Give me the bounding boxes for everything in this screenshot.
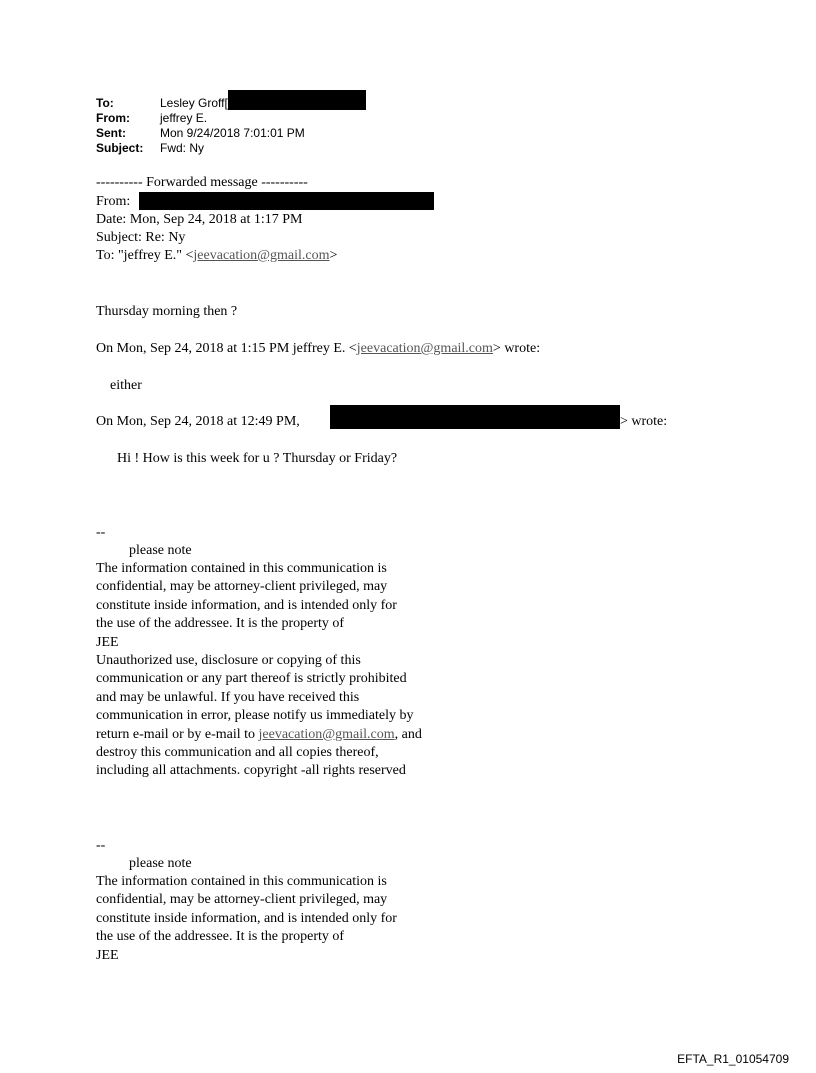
signature-disclaimer: [96, 560, 422, 781]
disclaimer-line: confidential, may be attorney-client privileged, may: [96, 579, 388, 595]
redaction-box: [330, 405, 620, 429]
from-value: jeffrey E.: [160, 111, 208, 125]
email-link[interactable]: jeevacation@gmail.com: [258, 726, 395, 742]
forwarded-to-suffix: >: [329, 248, 338, 263]
quote2-body: Hi ! How is this week for u ? Thursday or Friday?: [117, 451, 398, 466]
disclaimer-line: Unauthorized use, disclosure or copying of this: [96, 653, 361, 669]
quote1-prefix: On Mon, Sep 24, 2018 at 1:15 PM jeffrey E. <: [96, 341, 357, 356]
disclaimer-line: The information contained in this communication is: [96, 561, 387, 576]
redaction-box: [139, 192, 434, 210]
quote1-suffix: > wrote:: [492, 341, 541, 356]
disclaimer-line: constitute inside information, and is intended only for: [96, 910, 397, 926]
forwarded-from-row: [96, 193, 130, 211]
to-label: To:: [96, 96, 114, 110]
quote1-body: either: [110, 378, 142, 393]
signature-dashes: --: [96, 525, 106, 540]
signature-dashes: --: [96, 838, 106, 853]
disclaimer-line: the use of the addressee. It is the property of: [96, 929, 345, 945]
signature-note: please note: [129, 856, 192, 871]
quote2-attribution-prefix: On Mon, Sep 24, 2018 at 12:49 PM,: [96, 414, 300, 429]
forwarded-from-label: From:: [96, 194, 131, 209]
disclaimer-line: JEE: [96, 634, 119, 650]
email-header: [96, 96, 366, 156]
disclaimer-line: communication or any part thereof is strictly prohibited: [96, 671, 407, 687]
quote1-attribution: [96, 340, 540, 358]
disclaimer-line: the use of the addressee. It is the property of: [96, 616, 345, 632]
from-label: From:: [96, 111, 130, 125]
disclaimer-email-line: [96, 726, 422, 744]
document-id: EFTA_R1_01054709: [677, 1052, 789, 1066]
disclaimer-line: constitute inside information, and is intended only for: [96, 597, 397, 613]
forwarded-subject: Subject: Re: Ny: [96, 230, 186, 245]
forwarded-to-prefix: To: "jeffrey E." <: [96, 248, 194, 263]
disclaimer-line: including all attachments. copyright -all rights reserved: [96, 763, 406, 779]
sent-label: Sent:: [96, 126, 126, 140]
subject-value: Fwd: Ny: [160, 141, 205, 155]
disclaimer-email-suffix: , and: [394, 726, 422, 742]
header-sent-row: [96, 126, 366, 141]
disclaimer-email-prefix: return e-mail or by e-mail to: [96, 726, 259, 742]
signature-note: please note: [129, 543, 192, 558]
reply-text: Thursday morning then ?: [96, 304, 238, 319]
sent-value: Mon 9/24/2018 7:01:01 PM: [160, 126, 305, 140]
quote2-attribution-suffix: > wrote:: [620, 414, 668, 429]
forwarded-divider: ---------- Forwarded message ----------: [96, 175, 308, 190]
disclaimer-line: and may be unlawful. If you have received this: [96, 689, 360, 705]
to-value: Lesley Groff[: [160, 96, 228, 110]
header-to-row: [96, 96, 366, 111]
email-link[interactable]: jeevacation@gmail.com: [356, 341, 493, 356]
disclaimer-line: JEE: [96, 947, 119, 963]
redaction-box: [228, 90, 366, 110]
header-from-row: [96, 111, 366, 126]
disclaimer-line: destroy this communication and all copies thereof,: [96, 745, 379, 761]
disclaimer-line: The information contained in this communication is: [96, 874, 387, 889]
forwarded-to: [96, 247, 337, 265]
forwarded-date: Date: Mon, Sep 24, 2018 at 1:17 PM: [96, 212, 303, 227]
header-subject-row: [96, 141, 366, 156]
signature-disclaimer: [96, 873, 397, 965]
disclaimer-line: communication in error, please notify us immediately by: [96, 708, 414, 724]
disclaimer-line: confidential, may be attorney-client privileged, may: [96, 892, 388, 908]
subject-label: Subject:: [96, 141, 144, 155]
email-link[interactable]: jeevacation@gmail.com: [193, 248, 330, 263]
